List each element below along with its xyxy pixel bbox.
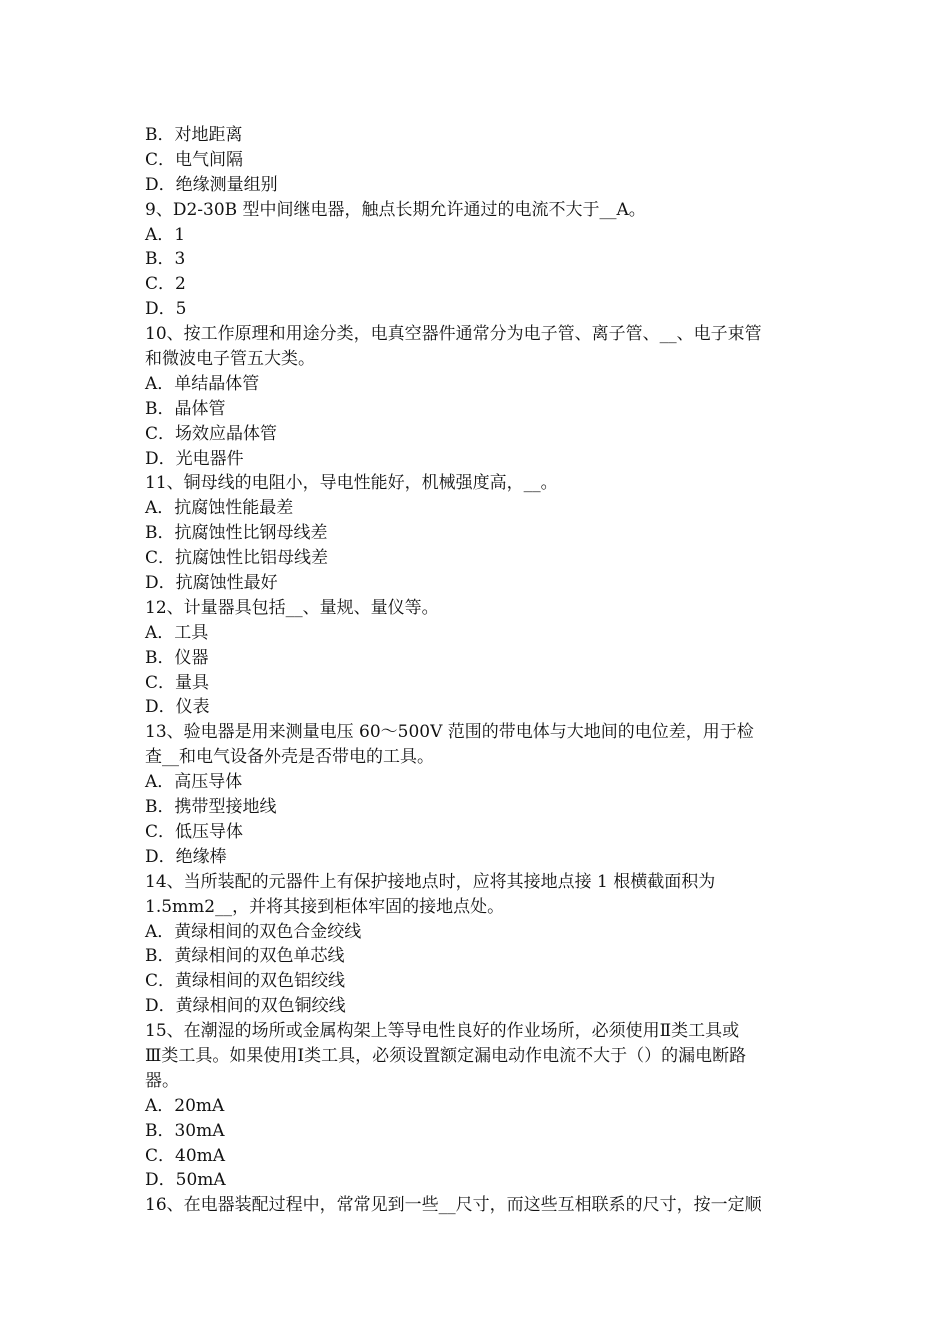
option-a-q14: A．黄绿相间的双色合金绞线 (145, 921, 362, 942)
option-a-q13: A．高压导体 (145, 772, 243, 793)
question-10-line-2: 和微波电子管五大类。 (145, 349, 315, 370)
option-d-q8: D．绝缘测量组别 (145, 174, 278, 195)
option-b-q11: B．抗腐蚀性比钢母线差 (145, 523, 328, 544)
option-b-q15: B．30mA (145, 1120, 225, 1141)
option-c-q14: C．黄绿相间的双色铝绞线 (145, 971, 346, 992)
question-11: 11、铜母线的电阻小，导电性能好，机械强度高，__。 (145, 473, 558, 494)
option-d-q10: D．光电器件 (145, 448, 244, 469)
option-d-q9: D．5 (145, 299, 187, 320)
option-a-q10: A．单结晶体管 (145, 373, 260, 394)
option-d-q15: D．50mA (145, 1170, 226, 1191)
option-a-q15: A．20mA (145, 1095, 225, 1116)
option-d-q11: D．抗腐蚀性最好 (145, 573, 278, 594)
option-c-q8: C．电气间隔 (145, 149, 244, 170)
question-14-line-1: 14、当所装配的元器件上有保护接地点时，应将其接地点接 1 根横截面积为 (145, 871, 716, 892)
option-c-q13: C．低压导体 (145, 821, 244, 842)
option-a-q11: A．抗腐蚀性能最差 (145, 498, 294, 519)
option-d-q12: D．仪表 (145, 697, 210, 718)
option-d-q13: D．绝缘棒 (145, 846, 227, 867)
question-10-line-1: 10、按工作原理和用途分类，电真空器件通常分为电子管、离子管、__、电子束管 (145, 324, 762, 345)
option-d-q14: D．黄绿相间的双色铜绞线 (145, 996, 346, 1017)
option-a-q12: A．工具 (145, 622, 209, 643)
option-c-q10: C．场效应晶体管 (145, 423, 278, 444)
option-b-q10: B．晶体管 (145, 398, 226, 419)
option-c-q9: C．2 (145, 274, 186, 295)
option-c-q15: C．40mA (145, 1145, 226, 1166)
question-15-line-2: Ⅲ类工具。如果使用Ⅰ类工具，必须设置额定漏电动作电流不大于（）的漏电断路 (145, 1045, 747, 1066)
option-b-q12: B．仪器 (145, 647, 209, 668)
option-b-q14: B．黄绿相间的双色单芯线 (145, 946, 345, 967)
question-9: 9、D2-30B 型中间继电器，触点长期允许通过的电流不大于__A。 (145, 199, 646, 220)
question-15-line-3: 器。 (145, 1070, 179, 1091)
option-b-q8: B．对地距离 (145, 125, 243, 145)
question-15-line-1: 15、在潮湿的场所或金属构架上等导电性良好的作业场所，必须使用Ⅱ类工具或 (145, 1021, 740, 1042)
option-c-q11: C．抗腐蚀性比铝母线差 (145, 548, 329, 569)
question-14-line-2: 1.5mm2__，并将其接到柜体牢固的接地点处。 (145, 896, 505, 917)
document-body (145, 123, 809, 1218)
question-13-line-1: 13、验电器是用来测量电压 60～500V 范围的带电体与大地间的电位差，用于检 (145, 722, 754, 743)
question-13-line-2: 查__和电气设备外壳是否带电的工具。 (145, 747, 434, 768)
question-12: 12、计量器具包括__、量规、量仪等。 (145, 597, 439, 618)
option-c-q12: C．量具 (145, 672, 210, 693)
option-b-q13: B．携带型接地线 (145, 797, 277, 818)
question-16-line-1: 16、在电器装配过程中，常常见到一些__尺寸，而这些互相联系的尺寸，按一定顺 (145, 1195, 762, 1216)
option-b-q9: B．3 (145, 249, 186, 270)
option-a-q9: A．1 (145, 224, 186, 245)
